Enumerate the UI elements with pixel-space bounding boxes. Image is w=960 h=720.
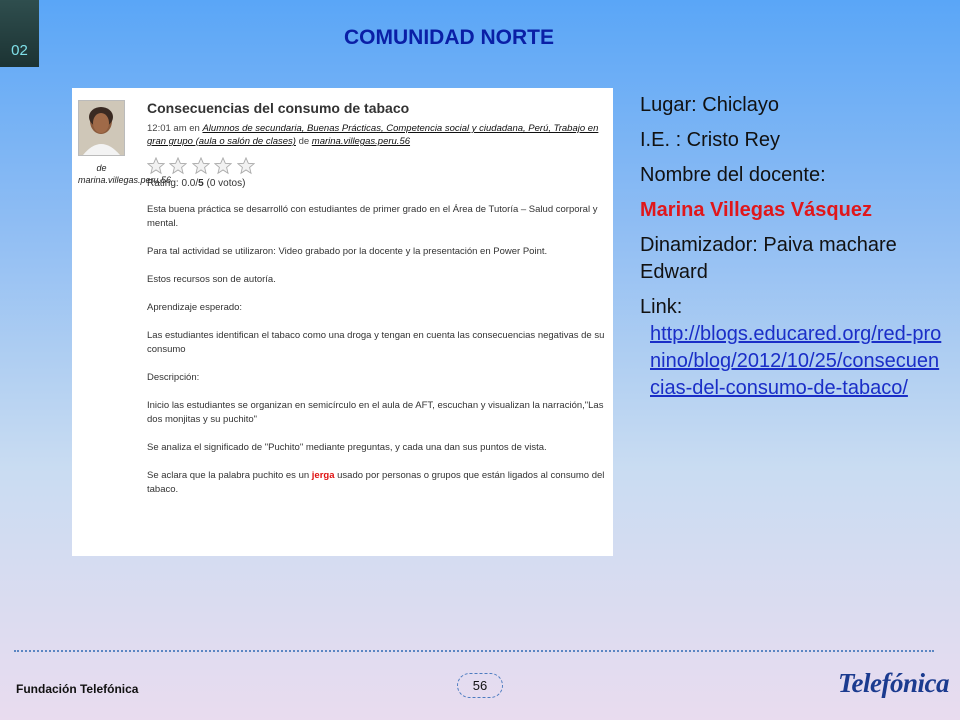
post-by: de	[295, 136, 312, 147]
blog-link[interactable]: http://blogs.educared.org/red-pronino/blog/2012/10/25/consecuencias-del-consumo-de-tabaco/	[650, 323, 942, 399]
slide-number-badge: 02	[0, 0, 39, 67]
post-author-link[interactable]: marina.villegas.peru.56	[311, 136, 411, 147]
blog-post-screenshot	[72, 88, 613, 556]
post-categories[interactable]: Alumnos de secundaria, Buenas Prácticas, Competencia social y ciudadana, Perú, Trabajo en gran grupo (aula o salón de clases)	[147, 123, 599, 147]
post-paragraph: Descripción:	[147, 372, 200, 383]
post-paragraph: Aprendizaje esperado:	[147, 302, 243, 313]
post-paragraph: Esta buena práctica se desarrolló con estudiantes de primer grado en el Área de Tutoría – Salud corporal y mental.	[147, 204, 598, 229]
post-paragraph: Se analiza el significado de "Puchito" mediante preguntas, y cada una dan sus puntos de vista.	[147, 442, 547, 453]
star-icon[interactable]	[237, 157, 255, 175]
para-text: Se aclara que la palabra puchito es un	[147, 470, 312, 481]
rating-votes: (0 votos)	[203, 178, 246, 189]
info-docente-label: Nombre del docente:	[640, 164, 826, 186]
author-avatar	[78, 100, 125, 156]
star-icon[interactable]	[169, 157, 187, 175]
info-ie: I.E. : Cristo Rey	[640, 129, 781, 151]
telefonica-logo: Telefónica	[838, 668, 949, 698]
slide-title: COMUNIDAD NORTE	[344, 26, 554, 49]
post-paragraph: Inicio las estudiantes se organizan en semicírculo en el aula de AFT, escuchan y visualizan la narración,"Las dos monjitas y su puchito"	[147, 400, 604, 425]
post-title: Consecuencias del consumo de tabaco	[147, 100, 410, 116]
star-icon[interactable]	[214, 157, 232, 175]
post-time: 12:01 am en	[147, 123, 203, 134]
info-docente-name: Marina Villegas Vásquez	[640, 199, 872, 221]
footer-org: Fundación Telefónica	[16, 682, 139, 696]
rating-label: Rating: 0.0/	[147, 178, 199, 189]
rating-stars[interactable]	[147, 157, 607, 177]
para-text: usado por personas o grupos que están ligados al consumo del tabaco.	[147, 470, 605, 495]
para-highlight: jerga	[311, 470, 335, 481]
star-icon[interactable]	[147, 157, 165, 175]
author-caption: de marina.villegas.peru.56	[78, 163, 172, 185]
star-icon[interactable]	[192, 157, 210, 175]
info-lugar: Lugar: Chiclayo	[640, 94, 779, 116]
footer-divider	[14, 650, 934, 652]
post-paragraph: Para tal actividad se utilizaron: Video grabado por la docente y la presentación en Power Point.	[147, 246, 548, 257]
post-paragraph-last	[147, 469, 607, 497]
info-dinamizador: Dinamizador: Paiva machare Edward	[640, 234, 897, 283]
info-panel	[640, 92, 945, 410]
rating-max: 5	[198, 178, 204, 189]
post-paragraph: Estos recursos son de autoría.	[147, 274, 276, 285]
info-link-block	[640, 294, 945, 402]
page-number: 56	[457, 673, 503, 698]
info-link-label: Link:	[640, 296, 683, 318]
post-meta	[147, 122, 607, 148]
post-paragraph: Las estudiantes identifican el tabaco como una droga y tengan en cuenta las consecuencias negativas de su consumo	[147, 330, 605, 355]
rating-text	[147, 178, 607, 189]
